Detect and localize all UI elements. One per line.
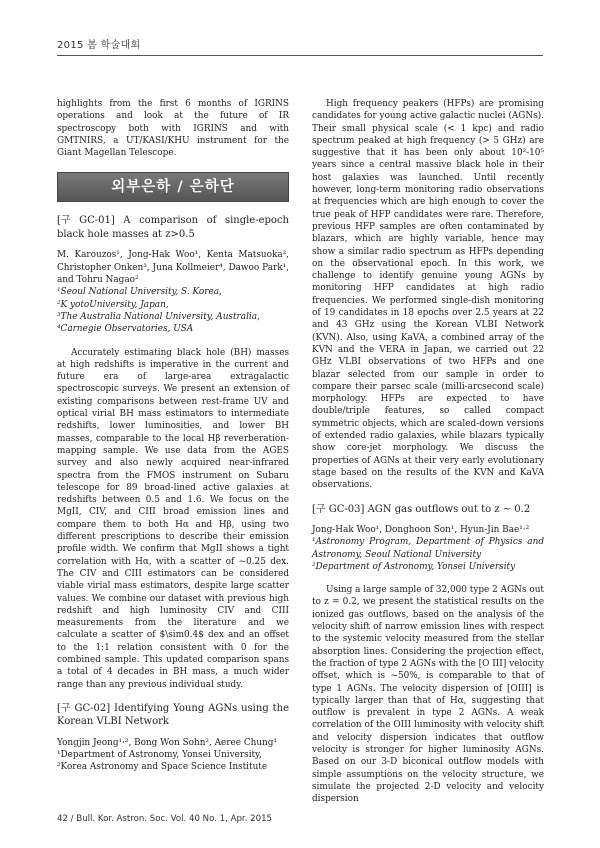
gc03-abstract: Using a large sample of 32,000 type 2 AGNs out to z = 0.2, we present the statistical results on the ionized gas outflows, based on the analysis of the velocity shift of narrow emission lines with respect to the systemic velocity measured from the stellar absorption lines. Considering the projection effect, the fraction of type 2 AGNs with the [O III] velocity offset, which is ~50%, is comparable to that of type 1 AGNs. The velocity dispersion of [OIII] is typically larger than that of Hα, suggesting that outflow is prevalent in type 2 AGNs. A weak correlation of the OIII luminosity with velocity shift and velocity dispersion indicates that outflow velocity is stronger for higher luminosity AGNs. Based on our 3-D biconical outflow models with simple assumptions on the velocity structure, we simulate the projected 2-D velocity and velocity dispersion — [312, 585, 544, 805]
gc01-affiliation-3: ³The Australia National University, Australia, — [57, 311, 260, 322]
gc01-abstract: Accurately estimating black hole (BH) masses at high redshifts is imperative in the current and future era of large-area extragalactic spectroscopic surveys. We present an extension of existing comparisons between rest-frame UV and optical virial BH mass estimators to intermediate redshifts, lower luminosities, and lower BH masses, comparable to the local Hβ reverberation-mapping sample. We use data from the AGES survey and also newly acquired near-infrared spectra from the FMOS instrument on Subaru telescope for 89 broad-lined active galaxies at redshifts between 0.5 and 1.6. We focus on the MgII, CIV, and CIII broad emission lines and compare them to both Hα and Hβ, using two different prescriptions to describe their emission profile width. We confirm that MgII shows a tight correlation with Hα, with a scatter of ~0.25 dex. The CIV and CIII estimators can be considered viable virial mass estimators, despite large scatter values. We combine our dataset with previous high redshift and high luminosity CIV and CIII measurements from the literature and we calculate a scatter of $\sim0.4$ dex and an offset to the 1:1 relation consistent with 0 for the combined sample. This updated comparison spans a total of 4 decades in BH mass, a much wider range than any previous individual study. — [57, 347, 289, 690]
gc03-affiliation-2: ²Department of Astronomy, Yonsei University — [312, 561, 516, 572]
gc01-title: [구 GC-01] A comparison of single-epoch black hole masses at z>0.5 — [57, 215, 289, 240]
gc03-authors: Jong-Hak Woo¹, Donghoon Son¹, Hyun-Jin Bae¹·² — [312, 525, 530, 535]
header-rule — [57, 55, 543, 56]
gc01-authors: M. Karouzos¹, Jong-Hak Woo¹, Kenta Matsuoka², Christopher Onken³, Juna Kollmeier⁴, Dawoo Park¹, and Tohru Nagao² — [57, 250, 289, 286]
gc02-affiliation-1: ¹Department of Astronomy, Yonsei University, — [57, 750, 262, 761]
right-column — [312, 98, 544, 806]
gc01-affiliation-4: ⁴Carnegie Observatories, USA — [57, 324, 194, 335]
previous-abstract-tail: highlights from the first 6 months of IGRINS operations and look at the future of IR spectroscopy both with IGRINS and with GMTNIRS, a UT/KASI/KHU instrument for the Giant Magellan Telescope. — [57, 99, 289, 159]
gc01-affiliation-2: ²K yotoUniversity, Japan, — [57, 299, 169, 310]
running-header: 2015 봄 학술대회 — [57, 40, 141, 51]
gc02-authors: Yongjin Jeong¹·², Bong Won Sohn², Aeree Chung¹ — [57, 737, 278, 748]
gc02-affiliation-2: ²Korea Astronomy and Space Science Institute — [57, 762, 268, 773]
gc03-affiliation-1: ¹Astronomy Program, Department of Physics and Astronomy, Seoul National University — [312, 537, 544, 560]
gc02-abstract: High frequency peakers (HFPs) are promising candidates for young active galactic nuclei (AGNs). Their small physical scale (< 1 kpc) and radio spectrum peaked at high frequency (> 5 GHz) are suggestive that it has been only about 10²-10⁵ years since a central massive black hole in their host galaxies was launched. Until recently however, long-term monitoring radio observations at frequencies which are high enough to cover the true peak of HFP candidates were rare. Therefore, previous HFP samples are often contaminated by blazars, which are highly variable, hence may show a similar radio spectrum as HFPs depending on the observational epoch. In this work, we challenge to identify genuine young AGNs by monitoring HFP candidates at high radio frequencies. We performed single-dish monitoring of 19 candidates in 18 epochs over 2.5 years at 22 and 43 GHz using the Korean VLBI Network (KVN). Also, using KaVA, a combined array of the KVN and the VERA in Japan, we carried out 22 GHz VLBI observations of two HFPs and one blazar selected from our sample in order to compare their parsec scale (milli-arcsecond scale) morphology. HFPs are expected to have double/triple features, so called compact symmetric objects, which are scaled-down versions of extended radio galaxies, while blazars typically show core-jet morphology. We discuss the properties of AGNs at their very early evolutionary stage based on the results of the KVN and KaVA observations. — [312, 99, 544, 491]
page-footer: 42 / Bull. Kor. Astron. Soc. Vol. 40 No. 1, Apr. 2015 — [57, 814, 273, 824]
gc03-title: [구 GC-03] AGN gas outflows out to z ~ 0.2 — [312, 503, 531, 515]
gc02-title: [구 GC-02] Identifying Young AGNs using the Korean VLBI Network — [57, 702, 289, 728]
section-banner: 외부은하 / 은하단 — [57, 172, 289, 202]
gc01-affiliation-1: ¹Seoul National University, S. Korea, — [57, 287, 222, 298]
left-column — [57, 98, 289, 774]
